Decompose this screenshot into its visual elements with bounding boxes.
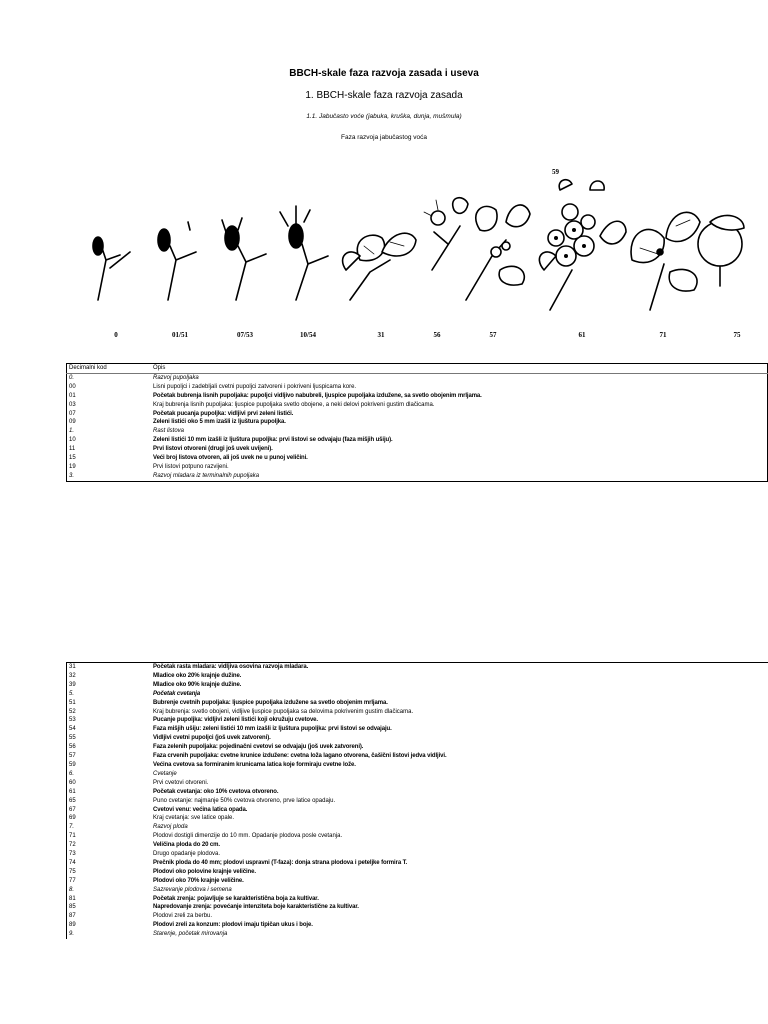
row-description: Sazrevanje plodova i semena bbox=[153, 886, 232, 893]
row-description: Rast listova bbox=[153, 428, 185, 435]
row-code: 75 bbox=[69, 868, 76, 875]
row-code: 54 bbox=[69, 726, 76, 733]
row-description: Pucanje pupoljka: vidljivi zeleni listići koji okružuju cvetove. bbox=[153, 717, 318, 724]
row-code: 59 bbox=[69, 761, 76, 768]
row-code: 51 bbox=[69, 699, 76, 706]
row-description: Puno cvetanje: najmanje 50% cvetova otvoreno, prve latice opadaju. bbox=[153, 797, 336, 804]
section-heading: 1.1. Jabučasto voće (jabuka, kruška, dunja, mušmula) bbox=[306, 113, 462, 120]
row-code: 81 bbox=[69, 895, 76, 902]
stage-56-drawing bbox=[424, 198, 468, 270]
row-description: Plodovi oko 70% krajnje veličine. bbox=[153, 877, 244, 884]
row-description: Faza zelenih pupoljaka: pojedinačni cvetovi se odvajaju (još uvek zatvoreni). bbox=[153, 744, 364, 751]
row-code: 6. bbox=[69, 770, 75, 777]
table-row bbox=[67, 427, 768, 436]
row-code: 8. bbox=[69, 886, 75, 893]
row-description: Faza crvenih pupoljaka: cvetne krunice izdužene: cvetna loža lagano otvorena, čašični listovi jedva vidljivi. bbox=[153, 753, 447, 760]
figure-caption: Faza razvoja jabučastog voća bbox=[341, 134, 427, 141]
table-row bbox=[67, 832, 768, 841]
row-description: Prečnik ploda do 40 mm; plodovi uspravni (T-faza): donja strana plodova i peteljke formira T. bbox=[153, 859, 408, 866]
row-description: Početak pucanja pupoljka: vidljivi prvi zeleni listići. bbox=[153, 410, 294, 417]
table-row bbox=[67, 895, 768, 904]
table-row bbox=[67, 708, 768, 717]
row-description: Faza mišjih ušiju: zeleni listići 10 mm izašli iz ljuštura pupoljka: prvi listovi se odvajaju. bbox=[153, 726, 392, 733]
row-code: 53 bbox=[69, 717, 76, 724]
row-description: Cvetanje bbox=[153, 770, 177, 777]
table-row bbox=[67, 383, 768, 392]
table-row bbox=[67, 725, 768, 734]
document-title: BBCH-skale faza razvoja zasada i useva bbox=[289, 68, 479, 79]
row-description: Početak bubrenja lisnih pupoljaka: pupoljci vidljivo nabubreli, ljuspice pupoljaka izdužene, sa svetlo obojenim mrljama. bbox=[153, 392, 482, 399]
stage-label: 10/54 bbox=[300, 331, 316, 339]
table-row bbox=[67, 672, 768, 681]
row-code: 52 bbox=[69, 708, 76, 715]
row-description: Prvi listovi potpuno razvijeni. bbox=[153, 463, 229, 470]
stage-31-drawing bbox=[343, 233, 416, 300]
row-description: Zeleni listići 10 mm izašli iz ljuštura pupoljka: prvi listovi se odvajaju (faza mišjih ušiju). bbox=[153, 437, 393, 444]
row-description: Prvi listovi otvoreni (drugi još uvek uvijeni). bbox=[153, 446, 273, 453]
table-row bbox=[67, 886, 768, 895]
table-row bbox=[67, 868, 768, 877]
row-description: Početak rasta mladara: vidljiva osovina razvoja mladara. bbox=[153, 664, 309, 670]
inset-label-59: 59 bbox=[552, 168, 559, 176]
row-description: Prvi cvetovi otvoreni. bbox=[153, 779, 209, 786]
row-description: Mladice oko 20% krajnje dužine. bbox=[153, 672, 242, 679]
row-description: Mladice oko 90% krajnje dužine. bbox=[153, 681, 242, 688]
table-row bbox=[67, 921, 768, 930]
row-description: Bubrenje cvetnih pupoljaka: ljuspice pupoljaka izdužene sa svetlo obojenim mrljama. bbox=[153, 699, 388, 706]
row-code: 55 bbox=[69, 735, 76, 742]
row-code: 9. bbox=[69, 931, 75, 938]
row-code: 67 bbox=[69, 806, 76, 813]
table-row bbox=[67, 373, 768, 382]
row-code: 00 bbox=[69, 383, 76, 390]
row-code: 85 bbox=[69, 904, 76, 911]
table-row bbox=[67, 930, 768, 939]
row-code: 65 bbox=[69, 797, 76, 804]
row-code: 77 bbox=[69, 877, 76, 884]
row-code: 3. bbox=[69, 472, 75, 479]
row-description: Cvetovi venu: većina latica opada. bbox=[153, 806, 248, 813]
row-code: 10 bbox=[69, 437, 76, 444]
row-description: Razvoj pupoljaka bbox=[153, 374, 199, 381]
row-code: 31 bbox=[69, 664, 76, 670]
row-code: 72 bbox=[69, 842, 76, 849]
table-row bbox=[67, 752, 768, 761]
stage-label: 07/53 bbox=[237, 331, 253, 339]
row-description: Početak cvetanja bbox=[153, 690, 201, 697]
stage-01-drawing bbox=[158, 222, 196, 300]
table-row bbox=[67, 392, 768, 401]
row-code: 11 bbox=[69, 446, 76, 453]
table-row bbox=[67, 410, 768, 419]
row-description: Zeleni listići oko 5 mm izašli iz ljuštura pupoljka. bbox=[153, 419, 286, 426]
stage-label: 71 bbox=[659, 331, 667, 339]
row-description: Kraj cvetanja: sve latice opale. bbox=[153, 815, 235, 822]
row-description: Plodovi oko polovine krajnje veličine. bbox=[153, 868, 256, 875]
row-description: Početak zrenja: pojavljuje se karakteristična boja za kultivar. bbox=[153, 895, 319, 902]
table-row bbox=[67, 716, 768, 725]
row-description: Većina cvetova sa formiranim krunicama latica koje formiraju cvetne lože. bbox=[153, 761, 356, 768]
stage-61-drawing bbox=[539, 180, 626, 310]
row-code: 74 bbox=[69, 859, 76, 866]
row-code: 89 bbox=[69, 922, 76, 929]
row-code: 1. bbox=[69, 428, 75, 435]
bbch-table-part-2 bbox=[66, 662, 768, 939]
table-row bbox=[67, 841, 768, 850]
row-code: 69 bbox=[69, 815, 76, 822]
table-row bbox=[67, 823, 768, 832]
row-code: 39 bbox=[69, 681, 76, 688]
table-row bbox=[67, 761, 768, 770]
table-row bbox=[67, 850, 768, 859]
table-row bbox=[67, 770, 768, 779]
stage-label: 75 bbox=[733, 331, 741, 339]
header-code: Decimalni kod bbox=[67, 364, 152, 374]
row-description: Razvoj ploda bbox=[153, 824, 188, 831]
stage-71-drawing bbox=[631, 212, 700, 310]
stage-10-drawing bbox=[280, 206, 328, 300]
stage-label: 61 bbox=[578, 331, 586, 339]
table-row bbox=[67, 699, 768, 708]
stage-75-drawing bbox=[698, 215, 744, 286]
table-row bbox=[67, 912, 768, 921]
row-code: 0. bbox=[69, 374, 75, 381]
stage-label: 57 bbox=[489, 331, 497, 339]
table-row bbox=[67, 797, 768, 806]
stage-label: 56 bbox=[433, 331, 441, 339]
row-description: Vidljivi cvetni pupoljci (još uvek zatvoreni). bbox=[153, 735, 271, 742]
table-row bbox=[67, 743, 768, 752]
table-row bbox=[67, 806, 768, 815]
row-description: Drugo opadanje plodova. bbox=[153, 851, 221, 858]
stage-57-drawing bbox=[466, 205, 530, 300]
stage-0-drawing bbox=[93, 237, 130, 300]
row-code: 87 bbox=[69, 913, 76, 920]
row-description: Kraj bubrenja lisnih pupoljaka: ljuspice pupoljaka svetlo obojene, a neki delovi pokriveni gustim dlačicama. bbox=[153, 401, 435, 408]
row-code: 03 bbox=[69, 401, 76, 408]
stage-label: 31 bbox=[377, 331, 385, 339]
table-row bbox=[67, 788, 768, 797]
table-row bbox=[67, 401, 768, 410]
stage-label: 0 bbox=[114, 331, 118, 339]
document-subtitle: 1. BBCH-skale faza razvoja zasada bbox=[305, 90, 463, 101]
row-code: 61 bbox=[69, 788, 76, 795]
row-description: Napredovanje zrenja: povećanje intenziteta boje karakteristične za kultivar. bbox=[153, 904, 359, 911]
table-row bbox=[67, 454, 768, 463]
row-description: Veći broj listova otvoren, ali još uvek ne u punoj veličini. bbox=[153, 455, 308, 462]
bbch-table-part-1 bbox=[66, 363, 768, 482]
table-row bbox=[67, 903, 768, 912]
row-code: 09 bbox=[69, 419, 76, 426]
row-code: 32 bbox=[69, 672, 76, 679]
row-code: 73 bbox=[69, 851, 76, 858]
row-description: Razvoj mladara iz terminalnih pupoljaka bbox=[153, 472, 260, 479]
row-code: 71 bbox=[69, 833, 76, 840]
growth-stages-figure bbox=[60, 160, 760, 330]
stage-07-drawing bbox=[222, 218, 266, 300]
row-description: Starenje, početak mirovanja bbox=[153, 931, 228, 938]
table-row bbox=[67, 463, 768, 472]
row-code: 15 bbox=[69, 455, 76, 462]
row-code: 01 bbox=[69, 392, 76, 399]
row-code: 19 bbox=[69, 463, 76, 470]
table-row bbox=[67, 779, 768, 788]
table-row bbox=[67, 436, 768, 445]
row-description: Kraj bubrenja: svetlo obojeni, vidljive ljuspice pupoljaka sa delovima pokrivenim gustim dlačicama. bbox=[153, 708, 414, 715]
table-row bbox=[67, 445, 768, 454]
row-description: Veličina ploda do 20 cm. bbox=[153, 842, 220, 849]
table-row bbox=[67, 472, 768, 481]
row-code: 56 bbox=[69, 744, 76, 751]
row-code: 07 bbox=[69, 410, 76, 417]
header-description: Opis bbox=[151, 364, 768, 374]
table-row bbox=[67, 681, 768, 690]
row-description: Lisni pupoljci i zadebljali cvetni pupoljci zatvoreni i pokriveni ljuspicama kore. bbox=[153, 383, 357, 390]
row-code: 57 bbox=[69, 753, 76, 760]
table-row bbox=[67, 814, 768, 823]
table-row bbox=[67, 690, 768, 699]
table-row bbox=[67, 663, 768, 672]
row-description: Plodovi dostigli dimenzije do 10 mm. Opadanje plodova posle cvetanja. bbox=[153, 833, 343, 840]
row-code: 5. bbox=[69, 690, 75, 697]
row-description: Plodovi zreli za berbu. bbox=[153, 913, 213, 920]
table-row bbox=[67, 734, 768, 743]
table-row bbox=[67, 418, 768, 427]
row-description: Početak cvetanja: oko 10% cvetova otvoreno. bbox=[153, 788, 279, 795]
table-row bbox=[67, 877, 768, 886]
row-code: 7. bbox=[69, 824, 75, 831]
table-row bbox=[67, 859, 768, 868]
row-code: 60 bbox=[69, 779, 76, 786]
stage-label: 01/51 bbox=[172, 331, 188, 339]
table-header-row bbox=[67, 364, 768, 374]
row-description: Plodovi zreli za konzum: plodovi imaju tipičan ukus i boje. bbox=[153, 922, 313, 929]
